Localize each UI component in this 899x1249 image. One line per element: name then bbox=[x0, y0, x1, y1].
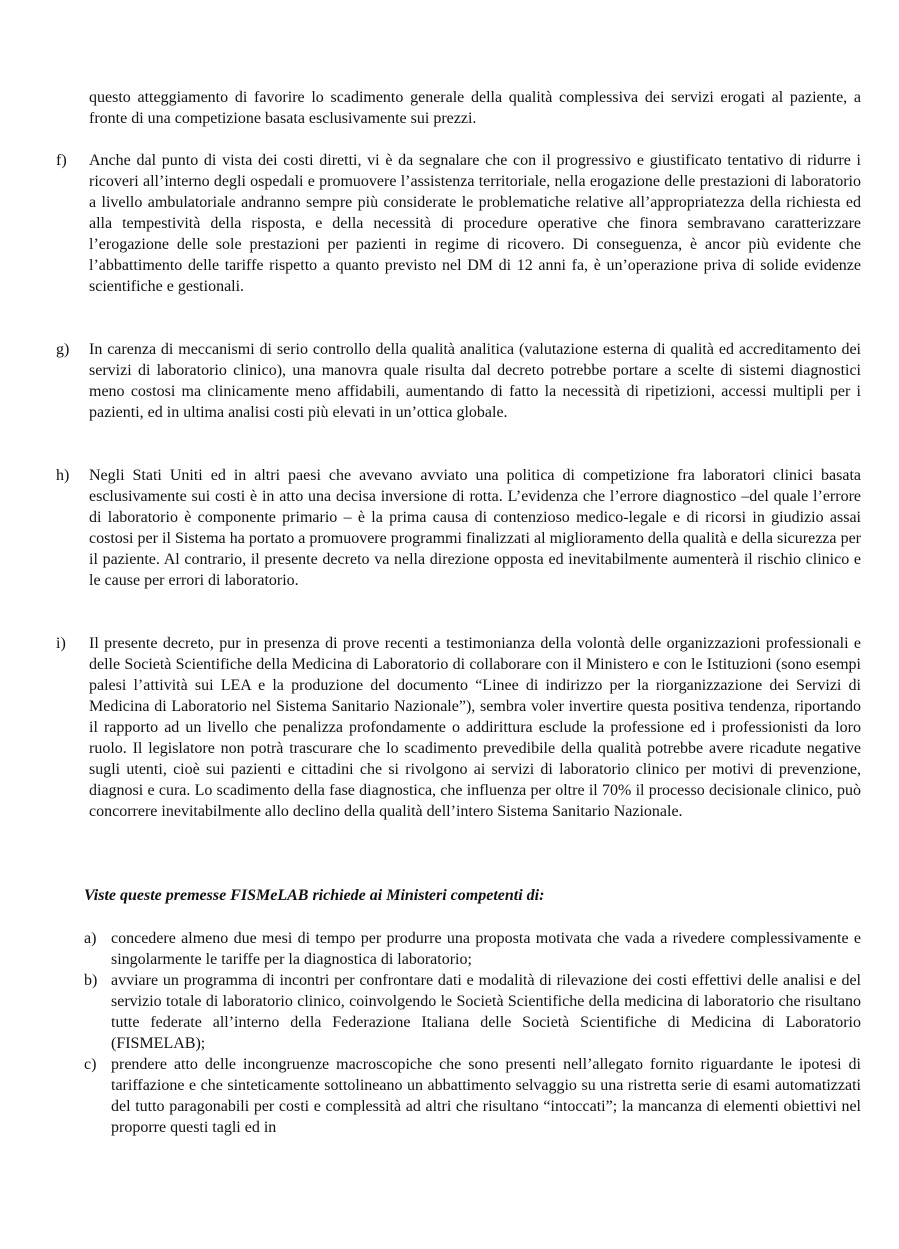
list-item-text: Anche dal punto di vista dei costi diretti, vi è da segnalare che con il progressivo e giustificato tentativo di ridurre i ricoveri all’interno degli ospedali e promuovere l’assistenza territoriale, nella erogazione delle prestazioni di laboratorio a livello ambulatoriale andranno sempre più considerate le problematiche relative all’appropriatezza della richiesta ed alla tempestività della risposta, e della necessità di procedure operative che finora sembravano caratterizzare l’erogazione delle sole prestazioni per pazienti in regime di ricovero. Di conseguenza, è ancor più evidente che l’abbattimento delle tariffe rispetto a quanto previsto nel DM di 12 anni fa, è un’operazione priva di solide evidenze scientifiche e gestionali. bbox=[89, 152, 861, 295]
request-item-text: concedere almeno due mesi di tempo per produrre una proposta motivata che vada a rivedere complessivamente e singolarmente le tariffe per la diagnostica di laboratorio; bbox=[111, 930, 861, 968]
intro-continuation: questo atteggiamento di favorire lo scadimento generale della qualità complessiva dei servizi erogati al paziente, a fronte di una competizione basata esclusivamente sui prezzi. bbox=[89, 89, 861, 127]
list-item-label: g) bbox=[56, 341, 70, 358]
list-item-text: In carenza di meccanismi di serio controllo della qualità analitica (valutazione esterna di qualità ed accreditamento dei servizi di laboratorio clinico), una manovra quale risulta dal decreto potrebbe portare a scelte di sistemi diagnostici meno costosi ma clinicamente meno affidabili, aumentando di fatto la necessità di ripetizioni, accessi multipli per i pazienti, ed in ultima analisi costi più elevati in un’ottica globale. bbox=[89, 341, 861, 421]
list-item-label: h) bbox=[56, 467, 70, 484]
list-item-label: i) bbox=[56, 635, 66, 652]
request-item-label: b) bbox=[84, 972, 98, 989]
requests-heading: Viste queste premesse FISMeLAB richiede ai Ministeri competenti di: bbox=[84, 887, 545, 904]
list-item-label: f) bbox=[56, 152, 67, 169]
list-item-text: Il presente decreto, pur in presenza di prove recenti a testimonianza della volontà delle organizzazioni professionali e delle Società Scientifiche della Medicina di Laboratorio di collaborare con il Ministero e con le Istituzioni (sono esempi palesi l’attività sui LEA e la produzione del documento “Linee di indirizzo per la riorganizzazione dei Servizi di Medicina di Laboratorio nel Sistema Sanitario Nazionale”), sembra voler invertire questa positiva tendenza, riportando il rapporto ad un livello che penalizza profondamente o addirittura esclude la professione ed i professionisti da loro ruolo. Il legislatore non potrà trascurare che lo scadimento prevedibile della qualità potrebbe avere ricadute negative sugli utenti, cioè sui pazienti e cittadini che si rivolgono ai servizi di laboratorio clinico per motivi di prevenzione, diagnosi e cura. Lo scadimento della fase diagnostica, che influenza per oltre il 70% il processo decisionale clinico, può concorrere inevitabilmente allo declino della qualità dell’intero Sistema Sanitario Nazionale. bbox=[89, 635, 861, 820]
request-item-text: prendere atto delle incongruenze macroscopiche che sono presenti nell’allegato fornito riguardante le ipotesi di tariffazione e che sinteticamente sottolineano un abbattimento selvaggio su una ristretta serie di esami automatizzati del tutto paragonabili per costi e complessità ad altri che risultano “intoccati”; la mancanza di elementi obiettivi nel proporre questi tagli ed in bbox=[111, 1056, 861, 1136]
list-item-text: Negli Stati Uniti ed in altri paesi che avevano avviato una politica di competizione fra laboratori clinici basata esclusivamente sui costi è in atto una decisa inversione di rotta. L’evidenza che l’errore diagnostico –del quale l’errore di laboratorio è componente primario – è la prima causa di contenzioso medico-legale e di ricorsi in giudizio assai costosi per il Sistema ha portato a promuovere programmi finalizzati al miglioramento della qualità e della sicurezza per il paziente. Al contrario, il presente decreto va nella direzione opposta ed inevitabilmente aumenterà il rischio clinico e le cause per errori di laboratorio. bbox=[89, 467, 861, 589]
request-item-text: avviare un programma di incontri per confrontare dati e modalità di rilevazione dei costi effettivi delle analisi e del servizio totale di laboratorio clinico, coinvolgendo le Società Scientifiche della medicina di laboratorio che risultano tutte federate all’interno della Federazione Italiana delle Società Scientifiche di Medicina di Laboratorio (FISMELAB); bbox=[111, 972, 861, 1052]
request-item-label: c) bbox=[84, 1056, 97, 1073]
request-item-label: a) bbox=[84, 930, 97, 947]
